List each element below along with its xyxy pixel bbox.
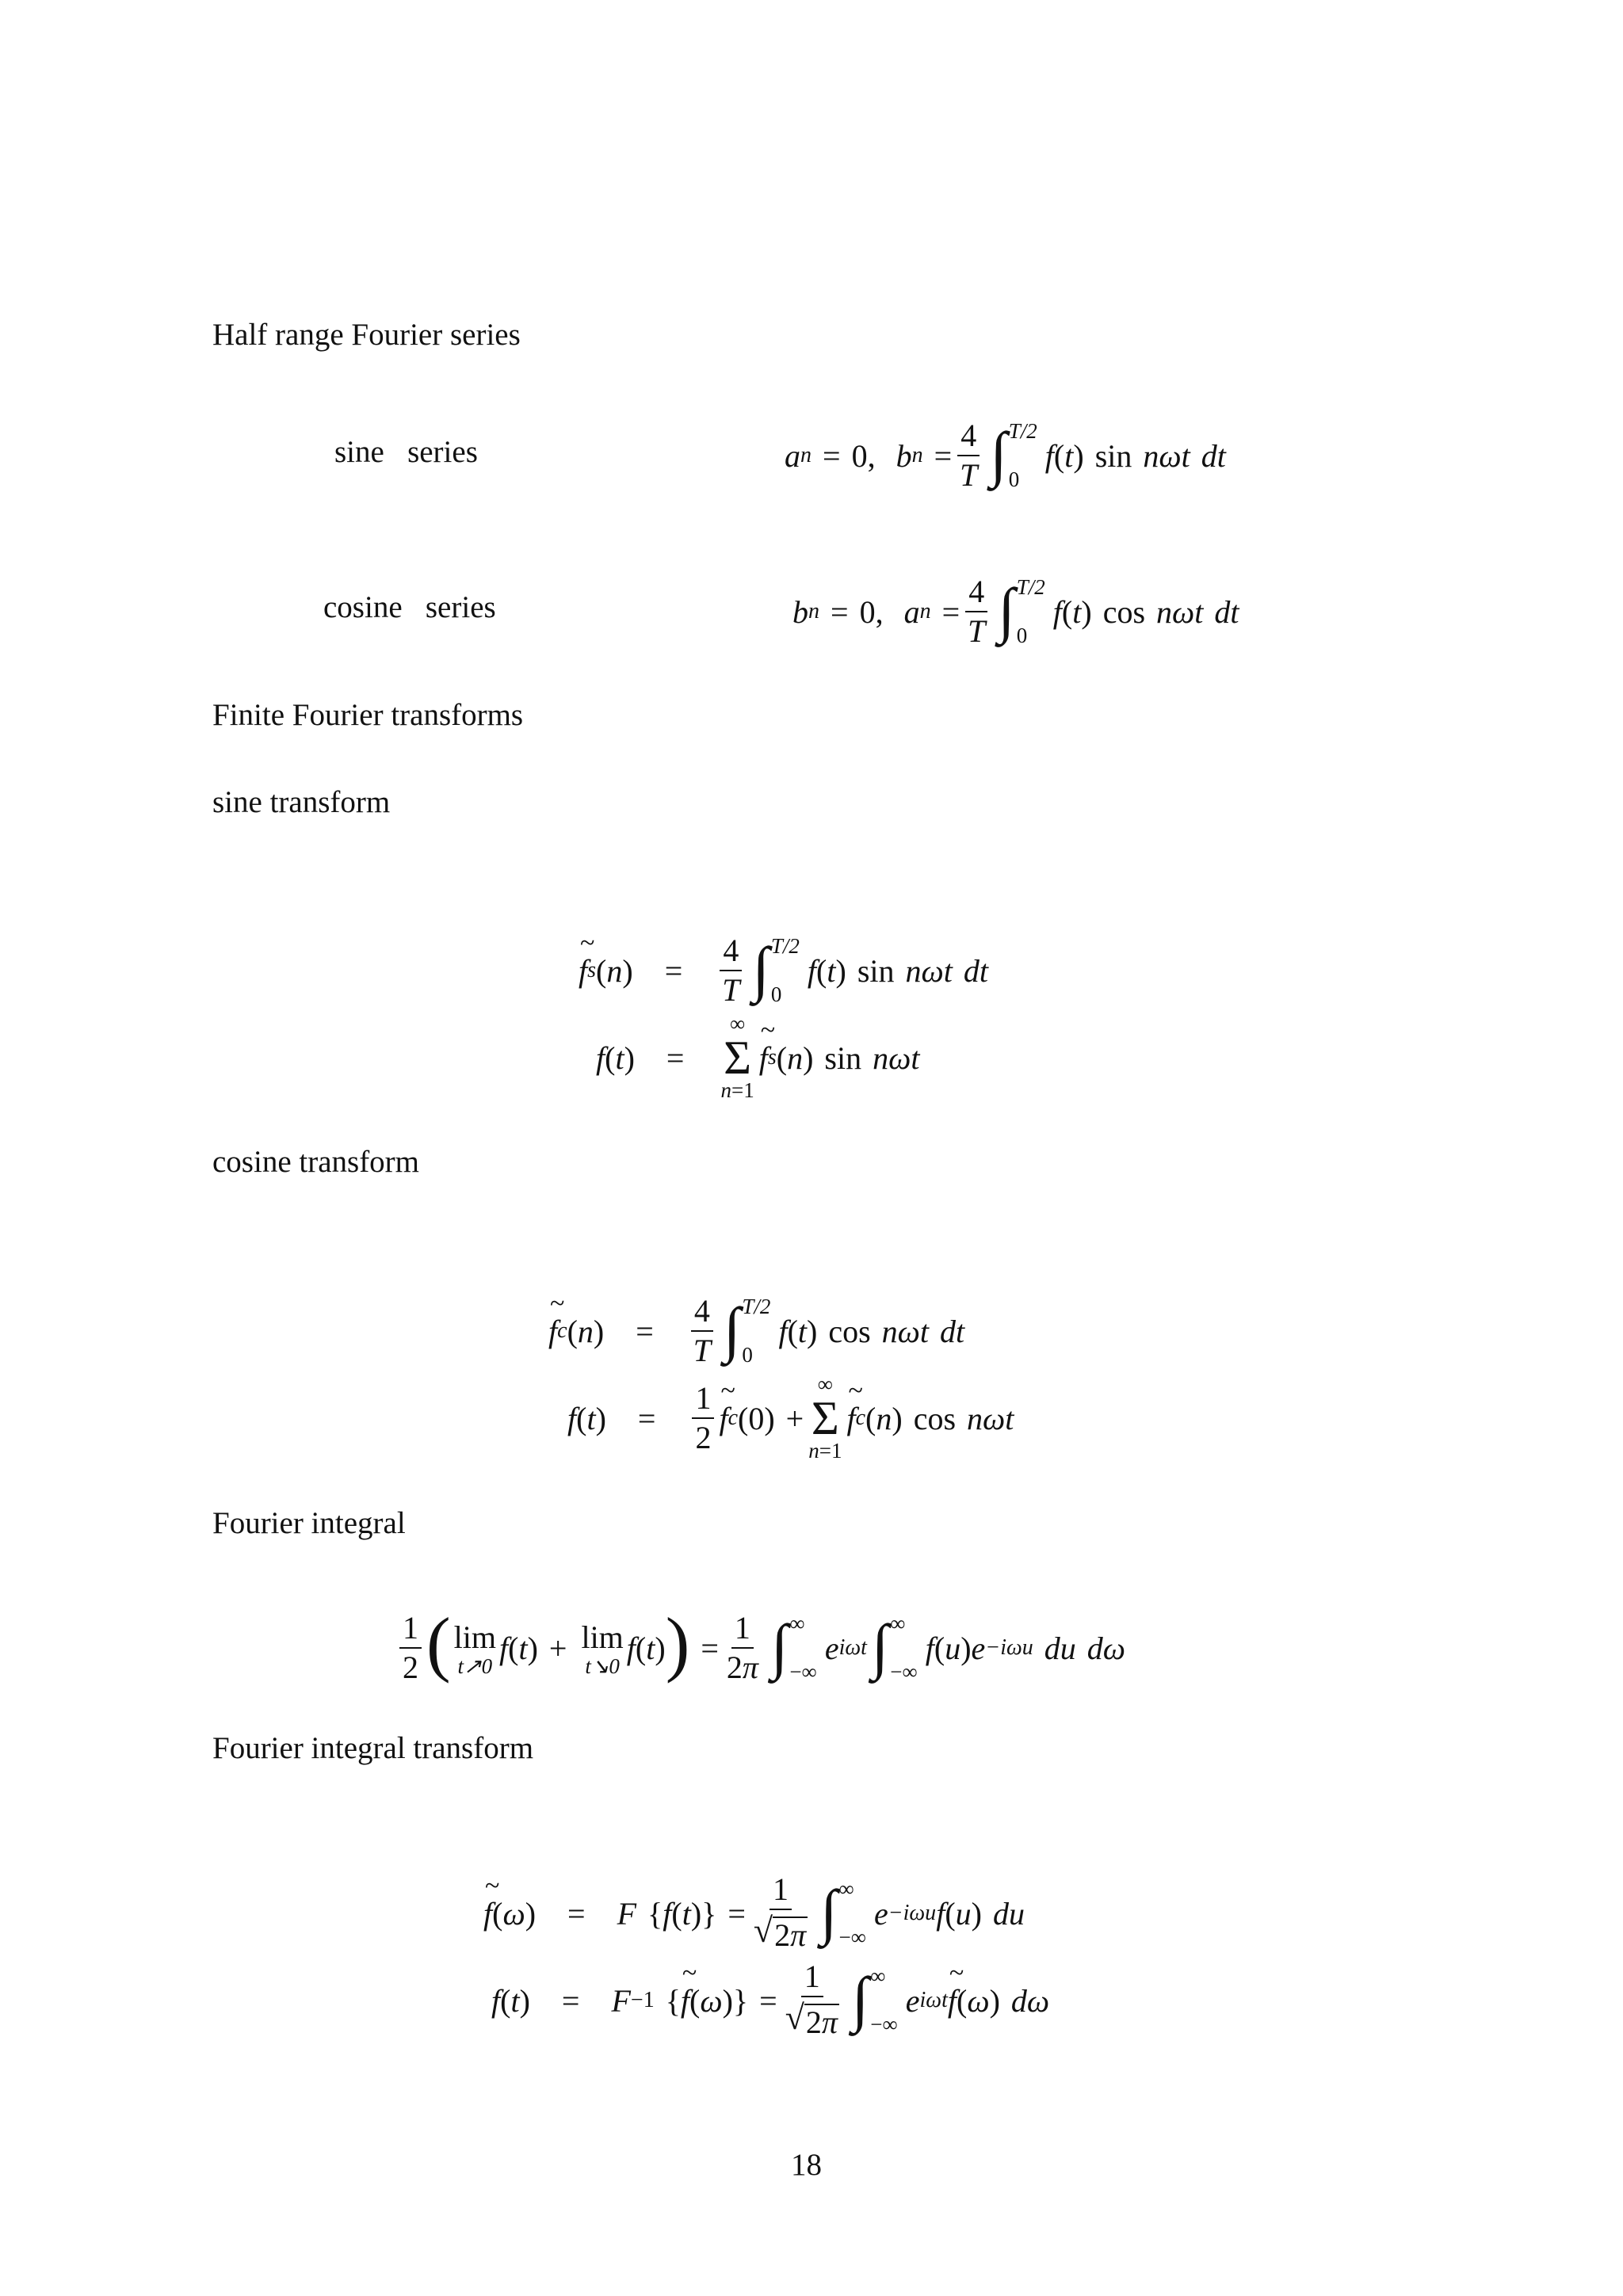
heading-finite: Finite Fourier transforms xyxy=(212,698,524,732)
label-cosine-series: cosine series xyxy=(323,590,496,624)
eq-fit-1: ~ f ( ω ) = F { f ( t )} = 1 √ 2π ∫ ∞ −∞ e −iωu f ( u ) du xyxy=(483,1862,1025,1965)
eq-fourier-integral: $\frac{1}{2}$ ( lim t↗0 f ( t ) + lim t↘0 f ( t ) ) = $\frac{1}{2\pi}$ ∫ ∞ −∞ e iωt ∫ ∞ −∞ f ( u ) e −iωu du dω xyxy=(395,1592,1125,1703)
eq-sine-transform-1: ~ f s ( n ) = $\frac{4}{T}$ ∫ T/2 0 f ( t ) sin nωt dt xyxy=(579,923,988,1018)
heading-fourier-integral: Fourier integral xyxy=(212,1506,406,1540)
heading-half-range: Half range Fourier series xyxy=(212,318,521,352)
eq-sine-transform-2: f ( t ) = ∞ Σ n=1 ~ f s ( n ) sin nωt xyxy=(596,1010,919,1105)
eq-cosine-transform-2: f ( t ) = $\frac{1}{2}$ ~ f c (0) + ∞ Σ n=1 ~ f c ( n ) cos nωt xyxy=(567,1371,1014,1466)
heading-sine-transform: sine transform xyxy=(212,785,391,819)
page-number: 18 xyxy=(791,2148,822,2182)
eq-cosine-series: b n = 0, a n = $\frac{4}{T}$ ∫ T/2 0 f ( t ) cos nωt dt xyxy=(792,574,1239,649)
eq-sine-series: a n = 0, b n = $\frac{4}{T}$ ∫ T/2 0 f ( t ) sin nωt dt xyxy=(785,418,1226,493)
eq-fit-2: f ( t ) = F −1 { ~ f ( ω )} = 1 √ 2π ∫ ∞ −∞ e iωt ~ f ( ω ) dω xyxy=(491,1949,1049,2052)
eq-cosine-transform-1: ~ f c ( n ) = $\frac{4}{T}$ ∫ T/2 0 f ( t ) cos nωt dt xyxy=(548,1283,964,1379)
heading-cosine-transform: cosine transform xyxy=(212,1145,420,1179)
label-sine-series: sine series xyxy=(334,435,478,469)
heading-fourier-integral-transform: Fourier integral transform xyxy=(212,1731,534,1765)
